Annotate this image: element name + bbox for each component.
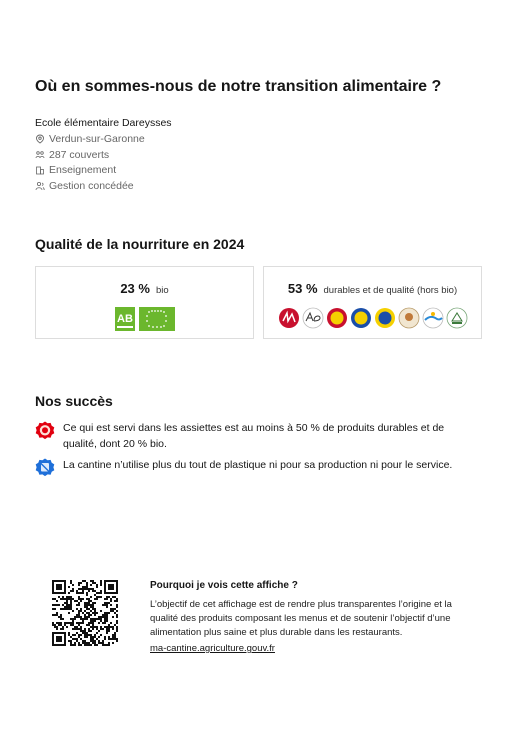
qr-code-icon[interactable]: [52, 580, 118, 646]
footer-link[interactable]: ma-cantine.agriculture.gouv.fr: [150, 643, 275, 654]
bio-label: bio: [155, 285, 169, 296]
footer-paragraph: L’objectif de cet affichage est de rendre plus transparentes l’origine et la qualité des produits composant les menus et de soutenir l’objectif d’une alimentation plus saine et plus durable dans les restaurants.: [150, 599, 452, 638]
success-text: Ce qui est servi dans les assiettes est au moins à 50 % de produits durables et de qualité, dont 20 % bio.: [63, 422, 445, 450]
peche-durable-icon: [422, 307, 444, 329]
success-item: [35, 420, 475, 452]
location-line: [35, 133, 145, 145]
building-icon: [35, 165, 45, 175]
stg-icon: [374, 307, 396, 329]
people-icon: [35, 150, 45, 160]
hve-icon: [398, 307, 420, 329]
school-management: Gestion concédée: [49, 180, 134, 192]
school-sector: Enseignement: [49, 164, 117, 176]
ab-logo-text: AB: [116, 313, 133, 325]
durable-percent: 53 %: [287, 281, 318, 296]
sector-line: [35, 164, 116, 176]
no-plastic-badge-icon: [35, 458, 55, 478]
quality-heading: Qualité de la nourriture en 2024: [35, 236, 245, 252]
footer-question: Pourquoi je vois cette affiche ?: [150, 580, 298, 591]
success-text: La cantine n’utilise plus du tout de plastique ni pour sa production ni pour le service.: [63, 459, 453, 471]
rup-icon: [446, 307, 468, 329]
page-title: Où en sommes-nous de notre transition alimentaire ?: [35, 78, 442, 95]
management-line: [35, 180, 134, 192]
igp-icon: [350, 307, 372, 329]
bio-percent: 23 %: [120, 281, 150, 296]
label-rouge-icon: [278, 307, 300, 329]
school-covers: 287 couverts: [49, 149, 110, 161]
covers-line: [35, 149, 109, 161]
aop-icon: [326, 307, 348, 329]
location-pin-icon: [35, 134, 45, 144]
durable-card: [263, 266, 482, 339]
bio-card: [35, 266, 254, 339]
eu-organic-leaf-icon: [139, 307, 175, 331]
success-item: [35, 457, 475, 478]
durable-label: durables et de qualité (hors bio): [323, 285, 458, 296]
school-name: Ecole élémentaire Dareysses: [35, 117, 172, 129]
successes-heading: Nos succès: [35, 393, 113, 409]
school-city: Verdun-sur-Garonne: [49, 133, 145, 145]
user-group-icon: [35, 181, 45, 191]
aoc-icon: [302, 307, 324, 329]
quality-badge-icon: [35, 421, 55, 441]
ab-logo-icon: [115, 307, 135, 331]
